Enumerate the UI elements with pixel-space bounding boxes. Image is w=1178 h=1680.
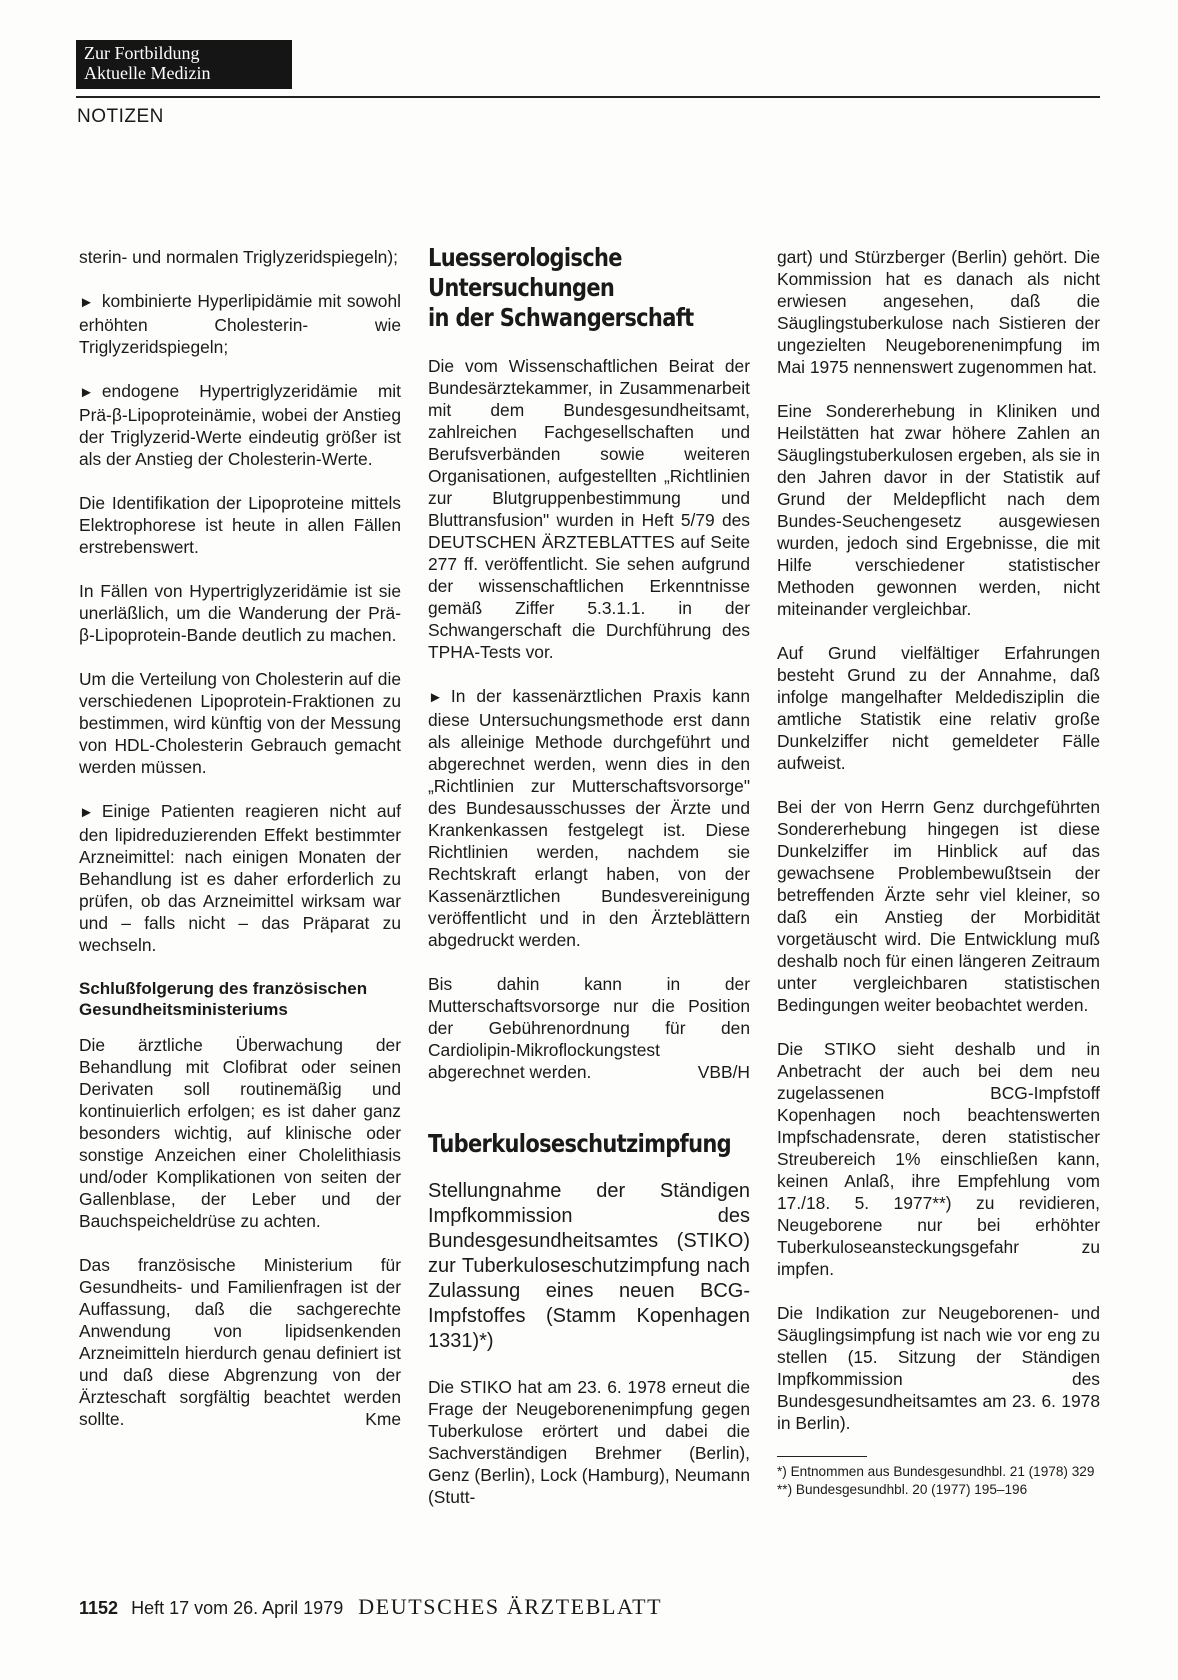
paragraph: Die vom Wissenschaftlichen Beirat der Bundesärztekammer, in Zusammenarbeit mit dem Bundesgesundheitsamt, zahlreichen Fachgesellschaften und Berufsverbänden sowie weiteren Organisationen, aufgestellten „Richtlinien zur Blutgruppenbestimmung und Bluttransfusion" wurden in Heft 5/79 des DEUTSCHEN ÄRZTEBLATTES auf Seite 277 ff. veröffentlicht. Sie sehen aufgrund der wissenschaftlichen Erkenntnisse gemäß Ziffer 5.3.1.1. in der Schwangerschaft die Durchführung des TPHA-Tests vor. [428, 356, 750, 662]
headline-line: Tuberkuloseschutzimpfung [428, 1129, 732, 1158]
section-title: NOTIZEN [77, 106, 164, 127]
page-number: 1152 [79, 1598, 119, 1618]
journal-name: DEUTSCHES ÄRZTEBLATT [358, 1594, 663, 1619]
column-2 [428, 243, 750, 1530]
paragraph-text: kombinierte Hyperlipidämie mit sowohl erhöhten Cholesterin- wie Triglyzeridspiegeln; [79, 291, 401, 357]
paragraph-text: In der kassenärztlichen Praxis kann diese Untersuchungsmethode erst dann als alleinige Methode durchgeführt und abgerechnet werden, wenn dies in den „Richtlinien zur Mutterschaftsvorsorge" des Bundesausschusses der Ärzte und Krankenkassen festgelegt ist. Diese Richtlinien werden, nachdem sie Rechtskraft erlangt haben, von der Kassenärztlichen Bundesvereinigung veröffentlicht und in den Ärzteblättern abgedruckt werden. [428, 686, 750, 950]
paragraph-text: Das französische Ministerium für Gesundheits- und Familienfragen ist der Auffassung, daß die sachgerechte Anwendung von lipidsenkenden Arzneimitteln hierdurch genau definiert ist und daß diese Abgrenzung von der Ärzteschaft sorgfältig beachtet werden sollte. [79, 1255, 401, 1429]
paragraph: Die ärztliche Überwachung der Behandlung mit Clofibrat oder seinen Derivaten soll routinemäßig und kontinuierlich erfolgen; es ist daher ganz besonders wichtig, auf klinische oder sonstige Anzeichen einer Cholelithiasis und/oder Komplikationen von seiten der Gallenblase, der Leber und der Bauchspeicheldrüse zu achten. [79, 1035, 401, 1231]
triangle-bullet-icon: ► [79, 384, 94, 401]
article-headline-lues [428, 243, 747, 333]
paragraph: sterin- und normalen Triglyzeridspiegeln); [79, 247, 398, 267]
column-3 [777, 246, 1100, 1499]
footnote-2: **) Bundesgesundhbl. 20 (1977) 195–196 [777, 1482, 1028, 1497]
paragraph [79, 1254, 401, 1430]
header-rule [76, 96, 1100, 98]
paragraph: In Fällen von Hypertriglyzeridämie ist sie unerläßlich, um die Wanderung der Prä-β-Lipoprotein-Bande deutlich zu machen. [79, 581, 401, 645]
issue-info: Heft 17 vom 26. April 1979 [131, 1598, 344, 1618]
paragraph-text: Einige Patienten reagieren nicht auf den lipidreduzierenden Effekt bestimmter Arzneimittel: nach einigen Monaten der Behandlung ist es daher erforderlich zu prüfen, ob das Arzneimittel wirksam war und – falls nicht – das Präparat zu wechseln. [79, 801, 401, 955]
bullet-paragraph [79, 290, 401, 358]
author-sign: VBB/H [697, 1062, 750, 1082]
paragraph-text: endogene Hypertriglyzeridämie mit Prä-β-Lipoproteinämie, wobei der Anstieg der Triglyzerid-Werte eindeutig größer ist als der Anstieg der Cholesterin-Werte. [79, 381, 401, 469]
headline-line: Luesserologische [428, 243, 622, 272]
rubric-line-1: Zur Fortbildung [84, 43, 200, 63]
paragraph: Auf Grund vielfältiger Erfahrungen besteht Grund zu der Annahme, daß infolge mangelhafter Meldedisziplin die amtliche Statistik eine relativ große Dunkelziffer nicht gemeldeter Fälle aufweist. [777, 643, 1100, 773]
paragraph: Die Identifikation der Lipoproteine mittels Elektrophorese ist heute in allen Fällen erstrebenswert. [79, 493, 401, 557]
page-footer [79, 1594, 662, 1620]
paragraph: Eine Sondererhebung in Kliniken und Heilstätten hat zwar höhere Zahlen an Säuglingstuberkulosen ergeben, als sie in den Jahren davor in der Statistik auf Grund der Meldepflicht nach dem Bundes-Seuchengesetz ausgewiesen wurden, jedoch sind Ergebnisse, die mit Hilfe verschiedener statistischer Methoden gewonnen werden, nicht miteinander vergleichbar. [777, 401, 1100, 619]
section-rubric [76, 40, 292, 89]
paragraph: Um die Verteilung von Cholesterin auf die verschiedenen Lipoprotein-Fraktionen zu bestimmen, wird künftig von der Messung von HDL-Cholesterin Gebrauch gemacht werden müssen. [79, 669, 401, 777]
subheading: Schlußfolgerung des französischen Gesundheitsministeriums [79, 979, 368, 1019]
article-headline-tb [428, 1129, 747, 1159]
headline-line: Untersuchungen [428, 273, 615, 302]
paragraph: gart) und Stürzberger (Berlin) gehört. Die Kommission hat es danach als nicht erwiesen angesehen, daß die Säuglingstuberkulose nach Sistieren der ungezielten Neugeborenenimpfung im Mai 1975 nennenswert zugenommen hat. [777, 247, 1100, 377]
triangle-bullet-icon: ► [79, 294, 94, 311]
paragraph: Die STIKO hat am 23. 6. 1978 erneut die Frage der Neugeborenenimpfung gegen Tuberkulose erörtert und dabei die Sachverständigen Brehmer (Berlin), Genz (Berlin), Lock (Hamburg), Neumann (Stutt- [428, 1377, 750, 1507]
bullet-paragraph [428, 685, 750, 951]
paragraph [428, 973, 750, 1083]
footnotes [777, 1463, 1100, 1499]
rubric-line-2: Aktuelle Medizin [84, 63, 211, 83]
bullet-paragraph [79, 800, 401, 956]
paragraph: Bei der von Herrn Genz durchgeführten Sondererhebung hingegen ist diese Dunkelziffer im Hinblick auf das gewachsene Problembewußtsein der betreffenden Ärzte sehr viel kleiner, so daß ein Anstieg der Morbidität vorgetäuscht wird. Die Entwicklung muß deshalb noch für einen längeren Zeitraum unter vergleichbaren statistischen Bedingungen weiter beobachtet werden. [777, 797, 1100, 1015]
paragraph: Die STIKO sieht deshalb und in Anbetracht der auch bei dem neu zugelassenen BCG-Impfstoff Kopenhagen noch beachtenswerten Impfschadensrate, deren statistischer Streubereich 1% einschließen kann, keinen Anlaß, ihre Empfehlung vom 17./18. 5. 1977**) zu revidieren, Neugeborene nur bei erhöhter Tuberkuloseansteckungsgefahr zu impfen. [777, 1039, 1100, 1279]
triangle-bullet-icon: ► [79, 804, 94, 821]
paragraph: Die Indikation zur Neugeborenen- und Säuglingsimpfung ist nach wie vor eng zu stellen (15. Sitzung der Ständigen Impfkommission des Bundesgesundheitsamtes am 23. 6. 1978 in Berlin). [777, 1303, 1100, 1433]
paragraph-text: Bis dahin kann in der Mutterschaftsvorsorge nur die Position der Gebührenordnung für den Cardiolipin-Mikroflockungstest abgerechnet werden. [428, 974, 750, 1082]
column-1 [79, 246, 401, 1452]
footnote-rule [777, 1456, 867, 1457]
footnote-1: *) Entnommen aus Bundesgesundhbl. 21 (1978) 329 [777, 1464, 1095, 1479]
triangle-bullet-icon: ► [428, 689, 443, 706]
lead-paragraph: Stellungnahme der Ständigen Impfkommission des Bundesgesundheitsamtes (STIKO) zur Tuberkuloseschutzimpfung nach Zulassung eines neuen BCG-Impfstoffes (Stamm Kopenhagen 1331)*) [428, 1180, 750, 1352]
headline-line: in der Schwangerschaft [428, 303, 694, 332]
bullet-paragraph [79, 380, 401, 470]
author-sign: Kme [365, 1409, 401, 1429]
